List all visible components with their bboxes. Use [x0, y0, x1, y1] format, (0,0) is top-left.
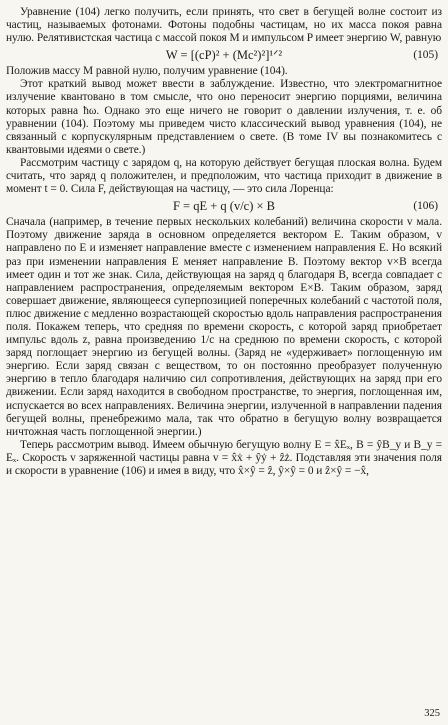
equation-106 — [6, 196, 442, 216]
paragraph-5: Сначала (например, в течение первых нескольких колебаний) величина скорости v мала. Поэтому движение заряда в основном определяется вектором E. Таким образом, v направлено по E и изменяет направление вместе с изменением направления E. Но всякий раз при изменении направления E меняет направление B. Поэтому вектор v×B всегда имеет один и тот же знак. Сила, действующая на заряд q благодаря B, всегда совпадает с направлением распространения, определяемым вектором E×B. Таким образом, заряд совершает движение, являющееся суперпозицией поперечных колебаний с частотой поля, плюс движение с медленно возрастающей скоростью вдоль направления распространения поля. Покажем теперь, что средняя по времени скорость, с которой заряд приобретает импульс вдоль z, равна произведению 1/c на среднюю по времени скорость, с которой заряд поглощает энергию из бегущей волны. (Заряд не «удерживает» поглощенную им энергию. Если заряд связан с веществом, то он постоянно преобразует полученную энергию в тепло благодаря наличию сил сопротивления, действующих на заряд при его движении. Если заряд находится в свободном пространстве, то энергия, поглощенная им, испускается во всех направлениях. Величина энергии, излученной в направлении падения бегущей волны, пренебрежимо мала, так что обратно в бегущую волну возвращается ничтожная часть поглощенной энергии.) — [6, 216, 442, 438]
equation-105 — [6, 45, 442, 65]
page-number: 325 — [424, 708, 440, 719]
equation-106-body: F = qE + q (v/c) × B — [172, 199, 276, 214]
paragraph-2: Положив массу M равной нулю, получим уравнение (104). — [6, 65, 288, 78]
text-column — [6, 6, 442, 478]
paragraph-6: Теперь рассмотрим вывод. Имеем обычную бегущую волну E = x̂Eₓ, B = ŷB_y и B_y = Eₓ. Скорость v заряженной частицы равна v = x̂ẋ + ŷẏ + ẑż. Подставляя эти значения поля и скорости в уравнение (106) и имея в виду, что x̂×ŷ = ẑ, ŷ×ŷ = 0 и ẑ×ŷ = −x̂, — [6, 438, 442, 477]
paragraph-1: Уравнение (104) легко получить, если принять, что свет в бегущей волне состоит из частиц, называемых фотонами. Фотоны подобны частицам, но их масса покоя равна нулю. Релятивистская частица с массой покоя M и импульсом P имеет энергию W, равную — [6, 6, 442, 45]
paragraph-3: Этот краткий вывод может ввести в заблуждение. Известно, что электромагнитное излучение квантовано в том смысле, что оно переносит энергию порциями, величина которых равна ħω. Однако это еще ничего не говорит о давлении излучения, т. е. об уравнении (104). Поэтому мы приведем чисто классический вывод уравнения (104), не связанный с корпускулярным представлением о свете. (В томе IV вы познакомитесь с квантовыми идеями о свете.) — [6, 78, 442, 156]
paragraph-4: Рассмотрим частицу с зарядом q, на которую действует бегущая плоская волна. Будем считать, что заряд q положителен, и предположим, что частица приходит в движение в момент t = 0. Сила F, действующая на частицу, — это сила Лоренца: — [6, 156, 442, 196]
equation-105-body: W = [(cP)² + (Mc²)²]¹ᐟ² — [165, 48, 283, 63]
equation-105-number: (105) — [413, 49, 438, 62]
equation-106-number: (106) — [413, 200, 438, 213]
